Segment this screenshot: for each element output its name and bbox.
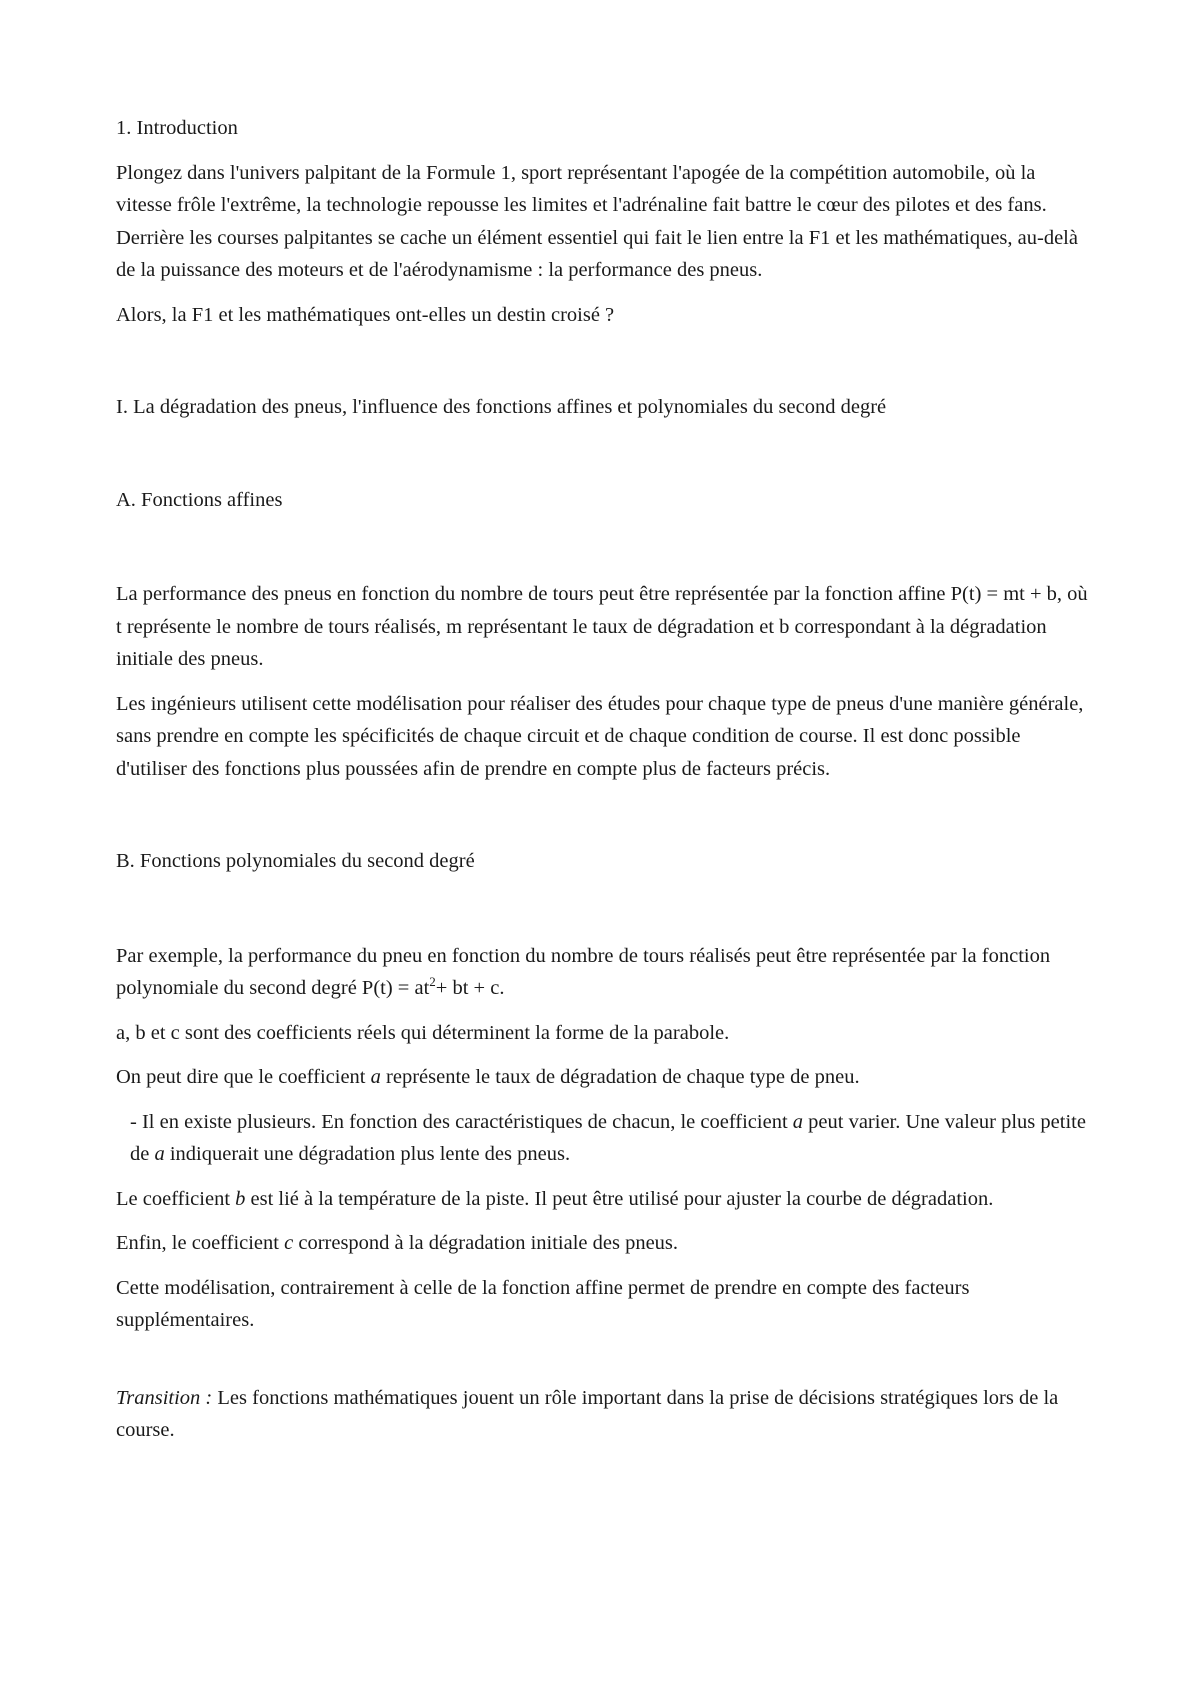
section-b-paragraph-6	[116, 1227, 1096, 1260]
section-a-paragraph-2: Les ingénieurs utilisent cette modélisation pour réaliser des études pour chaque type de pneus d'une manière générale, sans prendre en compte les spécificités de chaque circuit et de chaque condition de course. Il est donc possible d'utiliser des fonctions plus poussées afin de prendre en compte plus de facteurs précis.	[116, 692, 1084, 780]
section-b-paragraph-5	[116, 1183, 1096, 1216]
text-run: Enfin, le coefficient	[116, 1232, 285, 1254]
section-b-paragraph-7: Cette modélisation, contrairement à celle de la fonction affine permet de prendre en compte des facteurs supplémentaires.	[116, 1276, 970, 1331]
variable-c: c	[284, 1232, 294, 1254]
transition-text: Les fonctions mathématiques jouent un rôle important dans la prise de décisions stratégiques lors de la course.	[116, 1386, 1059, 1441]
intro-question: Alors, la F1 et les mathématiques ont-elles un destin croisé ?	[116, 303, 615, 326]
variable-b: b	[235, 1187, 246, 1210]
variable-a: a	[154, 1143, 165, 1165]
section-b-paragraph-3	[116, 1061, 1096, 1094]
variable-a: a	[792, 1110, 804, 1133]
text-run: Le coefficient	[116, 1187, 236, 1210]
section-b-paragraph-2: a, b et c sont des coefficients réels qui déterminent la forme de la parabole.	[116, 1021, 730, 1044]
text-run: + bt + c.	[435, 977, 505, 999]
transition-label: Transition :	[116, 1386, 213, 1409]
section-a-heading: A. Fonctions affines	[116, 488, 283, 511]
intro-heading: 1. Introduction	[116, 117, 238, 139]
section-a-paragraph-1: La performance des pneus en fonction du nombre de tours peut être représentée par la fonction affine P(t) = mt + b, où t représente le nombre de tours réalisés, m représentant le taux de dégradation et b correspondant à la dégradation initiale des pneus.	[116, 583, 1088, 670]
text-run: correspond à la dégradation initiale des pneus.	[293, 1232, 679, 1254]
section-b-paragraph-1	[116, 940, 1096, 1005]
section-1-heading: I. La dégradation des pneus, l'influence des fonctions affines et polynomiales du second degré	[116, 396, 887, 418]
section-b-heading: B. Fonctions polynomiales du second degré	[116, 850, 475, 872]
document-page	[116, 112, 1096, 1447]
variable-a: a	[370, 1066, 381, 1088]
text-run: indiquerait une dégradation plus lente des pneus.	[164, 1143, 571, 1165]
exponent: 2	[429, 974, 436, 990]
text-run: Par exemple, la performance du pneu en fonction du nombre de tours réalisés peut être représentée par la fonction polynomiale du second degré P(t) = at	[116, 944, 1051, 999]
text-run: peut varier. Une valeur plus petite de	[130, 1110, 1086, 1165]
text-run: On peut dire que le coefficient	[116, 1066, 371, 1088]
transition-paragraph	[116, 1382, 1096, 1447]
text-run: représente le taux de dégradation de chaque type de pneu.	[380, 1066, 860, 1088]
text-run: - Il en existe plusieurs. En fonction des caractéristiques de chacun, le coefficient	[130, 1110, 793, 1133]
intro-paragraph: Plongez dans l'univers palpitant de la Formule 1, sport représentant l'apogée de la compétition automobile, où la vitesse frôle l'extrême, la technologie repousse les limites et l'adrénaline fait battre le cœur des pilotes et des fans. Derrière les courses palpitantes se cache un élément essentiel qui fait le lien entre la F1 et les mathématiques, au-delà de la puissance des moteurs et de l'aérodynamisme : la performance des pneus.	[116, 161, 1078, 281]
section-b-paragraph-4	[116, 1106, 1096, 1171]
text-run: est lié à la température de la piste. Il peut être utilisé pour ajuster la courbe de dégradation.	[245, 1187, 994, 1210]
